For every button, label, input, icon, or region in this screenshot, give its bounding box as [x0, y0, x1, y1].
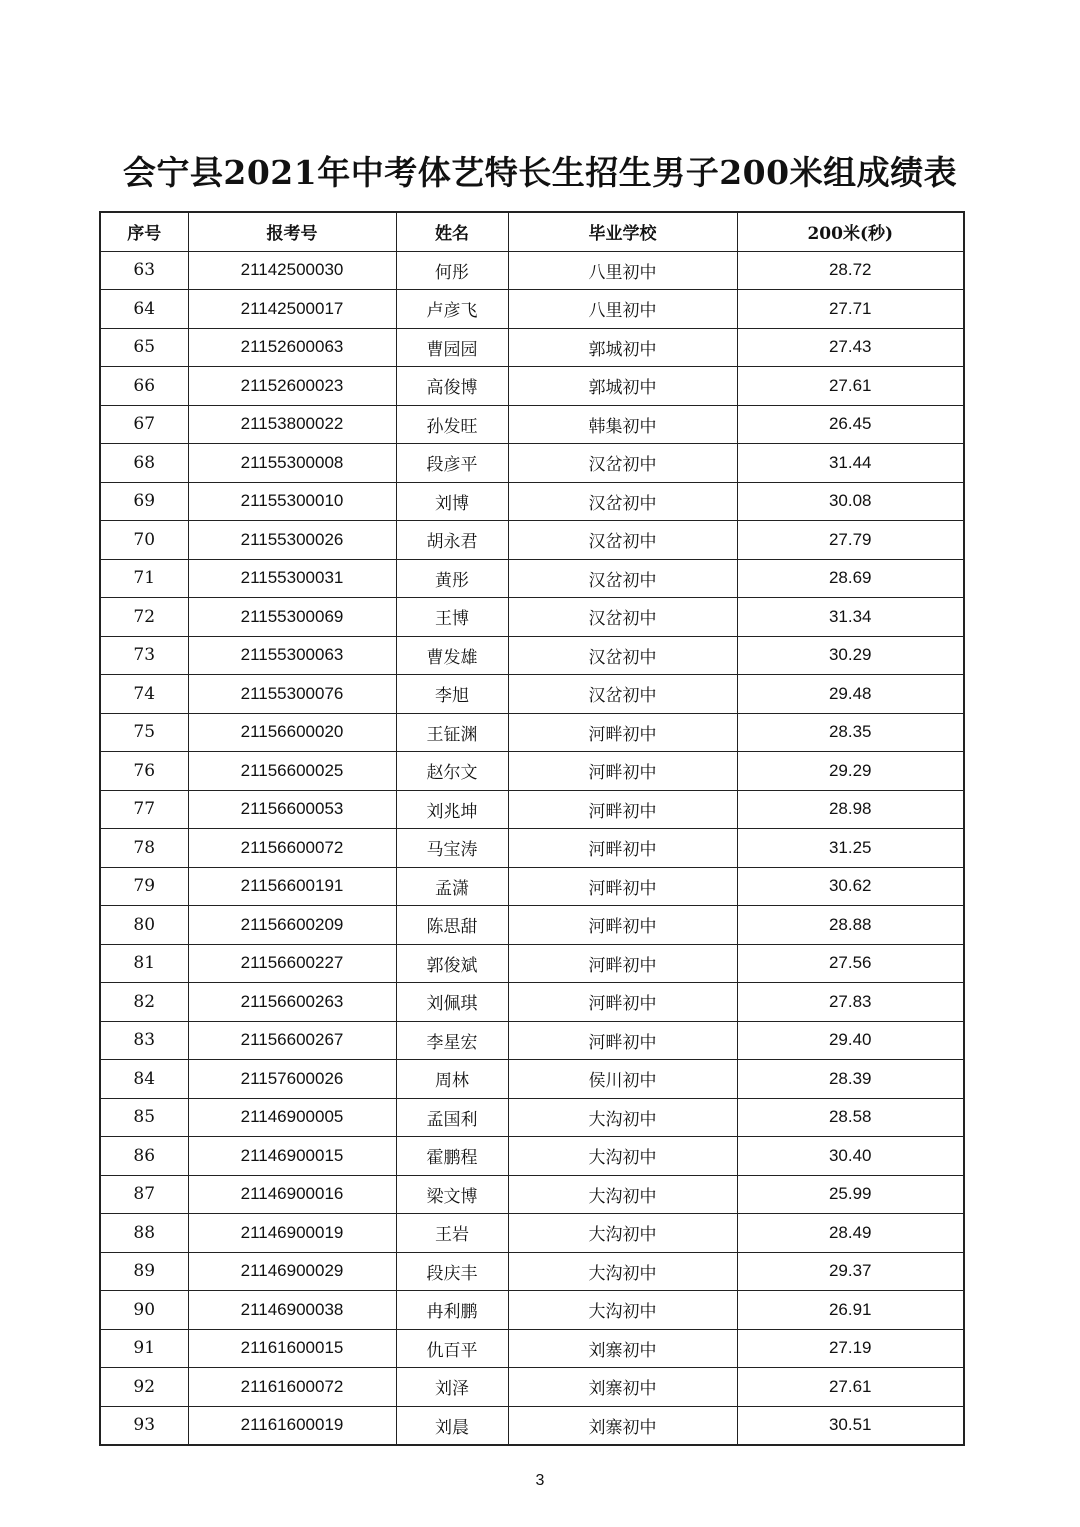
- cell-exam-number: 21161600019: [188, 1406, 396, 1445]
- cell-school: 汉岔初中: [508, 444, 737, 483]
- cell-200m-time: 27.61: [737, 1368, 964, 1407]
- cell-seq: 73: [100, 636, 188, 675]
- cell-exam-number: 21156600072: [188, 829, 396, 868]
- cell-exam-number: 21155300069: [188, 598, 396, 637]
- cell-school: 大沟初中: [508, 1175, 737, 1214]
- cell-exam-number: 21155300026: [188, 521, 396, 560]
- cell-200m-time: 27.83: [737, 983, 964, 1022]
- header-name: 姓名: [396, 212, 508, 251]
- cell-seq: 79: [100, 867, 188, 906]
- cell-school: 刘寨初中: [508, 1368, 737, 1407]
- cell-exam-number: 21156600209: [188, 906, 396, 945]
- table-row: [100, 1175, 964, 1214]
- table-row: [100, 328, 964, 367]
- table-body: [100, 251, 964, 1445]
- cell-name: 郭俊斌: [396, 944, 508, 983]
- table-row: [100, 906, 964, 945]
- header-school: 毕业学校: [508, 212, 737, 251]
- page-title: 会宁县2021年中考体艺特长生招生男子200米组成绩表: [122, 153, 958, 192]
- cell-name: 仇百平: [396, 1329, 508, 1368]
- cell-school: 汉岔初中: [508, 598, 737, 637]
- cell-200m-time: 28.98: [737, 790, 964, 829]
- cell-school: 大沟初中: [508, 1252, 737, 1291]
- table-row: [100, 944, 964, 983]
- table-row: [100, 598, 964, 637]
- cell-exam-number: 21157600026: [188, 1060, 396, 1099]
- cell-school: 大沟初中: [508, 1291, 737, 1330]
- cell-exam-number: 21155300010: [188, 482, 396, 521]
- cell-seq: 75: [100, 713, 188, 752]
- table-row: [100, 675, 964, 714]
- page-number: 3: [535, 1472, 545, 1489]
- cell-name: 刘博: [396, 482, 508, 521]
- cell-seq: 65: [100, 328, 188, 367]
- cell-school: 刘寨初中: [508, 1329, 737, 1368]
- cell-exam-number: 21146900029: [188, 1252, 396, 1291]
- cell-seq: 70: [100, 521, 188, 560]
- cell-seq: 77: [100, 790, 188, 829]
- cell-school: 河畔初中: [508, 752, 737, 791]
- cell-name: 曹园园: [396, 328, 508, 367]
- cell-seq: 64: [100, 290, 188, 329]
- cell-name: 李旭: [396, 675, 508, 714]
- cell-200m-time: 27.79: [737, 521, 964, 560]
- cell-exam-number: 21156600025: [188, 752, 396, 791]
- cell-exam-number: 21142500017: [188, 290, 396, 329]
- table-row: [100, 290, 964, 329]
- header-200m-time: 200米(秒): [737, 212, 964, 251]
- cell-school: 大沟初中: [508, 1214, 737, 1253]
- cell-exam-number: 21156600020: [188, 713, 396, 752]
- cell-seq: 69: [100, 482, 188, 521]
- cell-name: 王博: [396, 598, 508, 637]
- table-row: [100, 1329, 964, 1368]
- table-row: [100, 559, 964, 598]
- cell-school: 韩集初中: [508, 405, 737, 444]
- table-row: [100, 1406, 964, 1445]
- cell-200m-time: 30.62: [737, 867, 964, 906]
- cell-exam-number: 21161600072: [188, 1368, 396, 1407]
- cell-school: 河畔初中: [508, 944, 737, 983]
- cell-200m-time: 28.69: [737, 559, 964, 598]
- cell-seq: 87: [100, 1175, 188, 1214]
- cell-seq: 78: [100, 829, 188, 868]
- cell-exam-number: 21155300008: [188, 444, 396, 483]
- cell-200m-time: 30.08: [737, 482, 964, 521]
- cell-school: 河畔初中: [508, 867, 737, 906]
- table-row: [100, 367, 964, 406]
- cell-name: 段彦平: [396, 444, 508, 483]
- cell-seq: 91: [100, 1329, 188, 1368]
- cell-exam-number: 21142500030: [188, 251, 396, 290]
- cell-200m-time: 26.91: [737, 1291, 964, 1330]
- cell-seq: 82: [100, 983, 188, 1022]
- table-row: [100, 1291, 964, 1330]
- cell-exam-number: 21146900019: [188, 1214, 396, 1253]
- cell-200m-time: 27.61: [737, 367, 964, 406]
- cell-200m-time: 28.49: [737, 1214, 964, 1253]
- cell-200m-time: 28.88: [737, 906, 964, 945]
- cell-name: 高俊博: [396, 367, 508, 406]
- cell-exam-number: 21156600263: [188, 983, 396, 1022]
- table-row: [100, 1368, 964, 1407]
- cell-name: 赵尔文: [396, 752, 508, 791]
- cell-school: 郭城初中: [508, 328, 737, 367]
- cell-exam-number: 21146900005: [188, 1098, 396, 1137]
- cell-name: 王岩: [396, 1214, 508, 1253]
- table-row: [100, 1021, 964, 1060]
- cell-exam-number: 21155300063: [188, 636, 396, 675]
- cell-seq: 86: [100, 1137, 188, 1176]
- cell-exam-number: 21155300076: [188, 675, 396, 714]
- header-seq: 序号: [100, 212, 188, 251]
- cell-name: 马宝涛: [396, 829, 508, 868]
- cell-name: 黄彤: [396, 559, 508, 598]
- table-row: [100, 983, 964, 1022]
- cell-seq: 81: [100, 944, 188, 983]
- cell-school: 汉岔初中: [508, 482, 737, 521]
- cell-200m-time: 26.45: [737, 405, 964, 444]
- cell-200m-time: 30.51: [737, 1406, 964, 1445]
- cell-200m-time: 30.40: [737, 1137, 964, 1176]
- table-row: [100, 636, 964, 675]
- cell-school: 大沟初中: [508, 1098, 737, 1137]
- cell-200m-time: 31.34: [737, 598, 964, 637]
- cell-school: 大沟初中: [508, 1137, 737, 1176]
- cell-exam-number: 21161600015: [188, 1329, 396, 1368]
- cell-name: 梁文博: [396, 1175, 508, 1214]
- cell-school: 刘寨初中: [508, 1406, 737, 1445]
- table-row: [100, 1252, 964, 1291]
- cell-200m-time: 28.39: [737, 1060, 964, 1099]
- cell-200m-time: 29.48: [737, 675, 964, 714]
- cell-name: 刘泽: [396, 1368, 508, 1407]
- cell-seq: 83: [100, 1021, 188, 1060]
- cell-name: 陈思甜: [396, 906, 508, 945]
- cell-school: 河畔初中: [508, 790, 737, 829]
- table-row: [100, 405, 964, 444]
- cell-name: 周林: [396, 1060, 508, 1099]
- cell-exam-number: 21146900038: [188, 1291, 396, 1330]
- cell-exam-number: 21146900016: [188, 1175, 396, 1214]
- cell-200m-time: 28.72: [737, 251, 964, 290]
- cell-200m-time: 28.58: [737, 1098, 964, 1137]
- table-row: [100, 1214, 964, 1253]
- cell-school: 八里初中: [508, 290, 737, 329]
- table-row: [100, 521, 964, 560]
- cell-name: 孟国利: [396, 1098, 508, 1137]
- header-exam-number: 报考号: [188, 212, 396, 251]
- cell-school: 河畔初中: [508, 983, 737, 1022]
- cell-exam-number: 21156600191: [188, 867, 396, 906]
- cell-seq: 93: [100, 1406, 188, 1445]
- cell-exam-number: 21152600023: [188, 367, 396, 406]
- cell-school: 八里初中: [508, 251, 737, 290]
- cell-200m-time: 29.40: [737, 1021, 964, 1060]
- cell-name: 卢彦飞: [396, 290, 508, 329]
- cell-exam-number: 21146900015: [188, 1137, 396, 1176]
- table-row: [100, 482, 964, 521]
- cell-200m-time: 29.29: [737, 752, 964, 791]
- table-row: [100, 713, 964, 752]
- cell-exam-number: 21156600227: [188, 944, 396, 983]
- table-row: [100, 867, 964, 906]
- cell-seq: 66: [100, 367, 188, 406]
- cell-seq: 67: [100, 405, 188, 444]
- cell-seq: 71: [100, 559, 188, 598]
- cell-name: 刘兆坤: [396, 790, 508, 829]
- cell-200m-time: 28.35: [737, 713, 964, 752]
- cell-name: 段庆丰: [396, 1252, 508, 1291]
- table-row: [100, 829, 964, 868]
- cell-200m-time: 31.25: [737, 829, 964, 868]
- cell-school: 河畔初中: [508, 1021, 737, 1060]
- table-row: [100, 1060, 964, 1099]
- cell-seq: 89: [100, 1252, 188, 1291]
- table-row: [100, 444, 964, 483]
- cell-school: 侯川初中: [508, 1060, 737, 1099]
- cell-name: 李星宏: [396, 1021, 508, 1060]
- table-header-row: [100, 212, 964, 251]
- cell-200m-time: 27.71: [737, 290, 964, 329]
- cell-seq: 90: [100, 1291, 188, 1330]
- cell-200m-time: 29.37: [737, 1252, 964, 1291]
- cell-exam-number: 21153800022: [188, 405, 396, 444]
- cell-exam-number: 21152600063: [188, 328, 396, 367]
- cell-name: 曹发雄: [396, 636, 508, 675]
- cell-seq: 74: [100, 675, 188, 714]
- table-row: [100, 251, 964, 290]
- cell-school: 汉岔初中: [508, 675, 737, 714]
- cell-school: 河畔初中: [508, 829, 737, 868]
- cell-school: 河畔初中: [508, 906, 737, 945]
- cell-200m-time: 25.99: [737, 1175, 964, 1214]
- results-table: [99, 211, 965, 1446]
- cell-seq: 92: [100, 1368, 188, 1407]
- cell-name: 冉利鹏: [396, 1291, 508, 1330]
- cell-school: 汉岔初中: [508, 636, 737, 675]
- cell-exam-number: 21156600053: [188, 790, 396, 829]
- cell-200m-time: 30.29: [737, 636, 964, 675]
- cell-school: 郭城初中: [508, 367, 737, 406]
- cell-name: 霍鹏程: [396, 1137, 508, 1176]
- cell-200m-time: 27.56: [737, 944, 964, 983]
- cell-seq: 63: [100, 251, 188, 290]
- table-row: [100, 1137, 964, 1176]
- cell-seq: 88: [100, 1214, 188, 1253]
- cell-200m-time: 27.43: [737, 328, 964, 367]
- cell-name: 王钲渊: [396, 713, 508, 752]
- table-row: [100, 752, 964, 791]
- cell-seq: 80: [100, 906, 188, 945]
- table-row: [100, 790, 964, 829]
- cell-name: 孙发旺: [396, 405, 508, 444]
- cell-school: 汉岔初中: [508, 521, 737, 560]
- cell-200m-time: 31.44: [737, 444, 964, 483]
- cell-seq: 76: [100, 752, 188, 791]
- cell-seq: 72: [100, 598, 188, 637]
- cell-name: 刘晨: [396, 1406, 508, 1445]
- cell-name: 何彤: [396, 251, 508, 290]
- cell-seq: 85: [100, 1098, 188, 1137]
- cell-name: 刘佩琪: [396, 983, 508, 1022]
- cell-exam-number: 21156600267: [188, 1021, 396, 1060]
- cell-exam-number: 21155300031: [188, 559, 396, 598]
- cell-200m-time: 27.19: [737, 1329, 964, 1368]
- cell-name: 孟潇: [396, 867, 508, 906]
- cell-name: 胡永君: [396, 521, 508, 560]
- cell-school: 河畔初中: [508, 713, 737, 752]
- cell-school: 汉岔初中: [508, 559, 737, 598]
- cell-seq: 84: [100, 1060, 188, 1099]
- table-row: [100, 1098, 964, 1137]
- cell-seq: 68: [100, 444, 188, 483]
